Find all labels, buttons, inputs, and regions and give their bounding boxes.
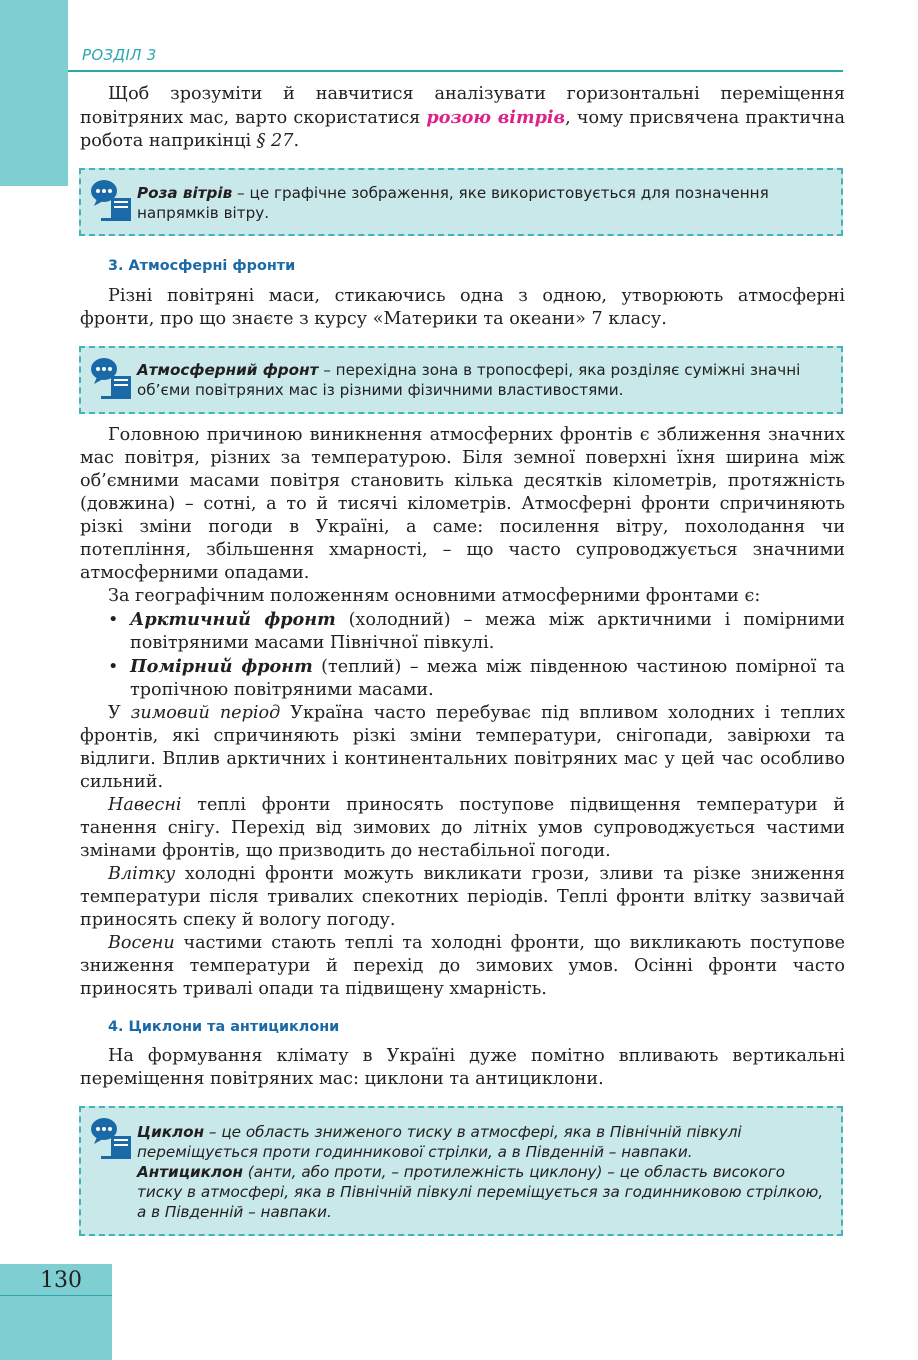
wind-rose-highlight: розою вітрів [426, 107, 566, 128]
spring-paragraph: Навесні теплі фронти приносять поступове підвищення температури й танення снігу. Перехід від зимових до літніх умов супроводжується частими змінами фронтів, що призводить до нестабільної погоди. [80, 795, 845, 861]
fronts-body [80, 424, 845, 1001]
page-number: 130 [40, 1268, 82, 1293]
list-item: • Арктичний фронт (холодний) – межа між арктичними і помірними повітряними масами Північної півкулі. [108, 609, 845, 653]
section-4-heading: 4. Циклони та антициклони [108, 1019, 340, 1035]
definition-box-atmospheric-front [79, 346, 843, 414]
intro-paragraph: Щоб зрозуміти й навчитися аналізувати горизонтальні переміщення повітряних мас, варто скористатися розою вітрів, чому присвячена практична робота наприкінці § 27. [80, 84, 845, 151]
definition-box-cyclone [79, 1106, 843, 1236]
list-item: • Помірний фронт (теплий) – межа між південною частиною помірної та тропічною повітряними масами. [108, 656, 846, 700]
definition-text: Роза вітрів – це графічне зображення, яке використовується для позначення напрямків вітру. [137, 184, 769, 222]
speech-bubble-book-icon [89, 1116, 135, 1160]
cyclone-definition: Циклон – це область зниженого тиску в атмосфері, яка в Північній півкулі переміщується проти годинникової стрілки, а в Південній – навпаки. [137, 1123, 742, 1161]
fronts-paragraph-2: За географічним положенням основними атмосферними фронтами є: [108, 586, 761, 606]
footer-rule [0, 1295, 112, 1296]
top-corner-tab [0, 0, 68, 186]
header-rule [68, 70, 843, 72]
summer-paragraph: Влітку холодні фронти можуть викликати грози, зливи та різке зниження температури після тривалих спекотних періодів. Теплі фронти влітку зазвичай приносять спеку й вологу погоду. [80, 864, 845, 930]
definition-text [137, 1122, 833, 1222]
definition-text: Атмосферний фронт – перехідна зона в тропосфері, яка розділяє суміжні значні об’єми повітряних мас із різними фізичними властивостями. [137, 361, 801, 399]
section-3-heading: 3. Атмосферні фронти [108, 258, 296, 274]
definition-box-wind-rose [79, 168, 843, 236]
fronts-paragraph-1: Головною причиною виникнення атмосферних фронтів є зближення значних мас повітря, різних за температурою. Біля земної поверхні їхня ширина між об’ємними масами повітря становить кілька десятків кілометрів, протяжність (довжина) – сотні, а то й тисячі кілометрів. Атмосферні фронти спричиняють різкі зміни погоди в Україні, а саме: посилення вітру, похолодання чи потепління, збільшення хмарності, – що часто супроводжується значними атмосферними опадами. [80, 425, 845, 583]
section-3-intro: Різні повітряні маси, стикаючись одна з одною, утворюють атмосферні фронти, про що знаєте з курсу «Материки та океани» 7 класу. [80, 286, 845, 329]
anticyclone-definition: Антициклон (анти, або проти, – протилежність циклону) – це область високого тиску в атмосфері, яка в Північній півкулі переміщується за годинниковою стрілкою, а в Південній – навпаки. [137, 1163, 824, 1221]
section-label: РОЗДІЛ 3 [82, 46, 157, 64]
section-4-intro: На формування клімату в Україні дуже помітно впливають вертикальні переміщення повітряних мас: циклони та антициклони. [80, 1046, 845, 1089]
speech-bubble-book-icon [89, 356, 135, 400]
autumn-paragraph: Восени частими стають теплі та холодні фронти, що викликають поступове зниження температури й перехід до зимових умов. Осінні фронти часто приносять тривалі опади та підвищену хмарність. [80, 933, 845, 999]
speech-bubble-book-icon [89, 178, 135, 222]
winter-paragraph: У зимовий період Україна часто перебуває під впливом холодних і теплих фронтів, які спричиняють різкі зміни температури, снігопади, завірюхи та відлиги. Вплив арктичних і континентальних повітряних мас у цей час особливо сильний. [80, 703, 846, 792]
